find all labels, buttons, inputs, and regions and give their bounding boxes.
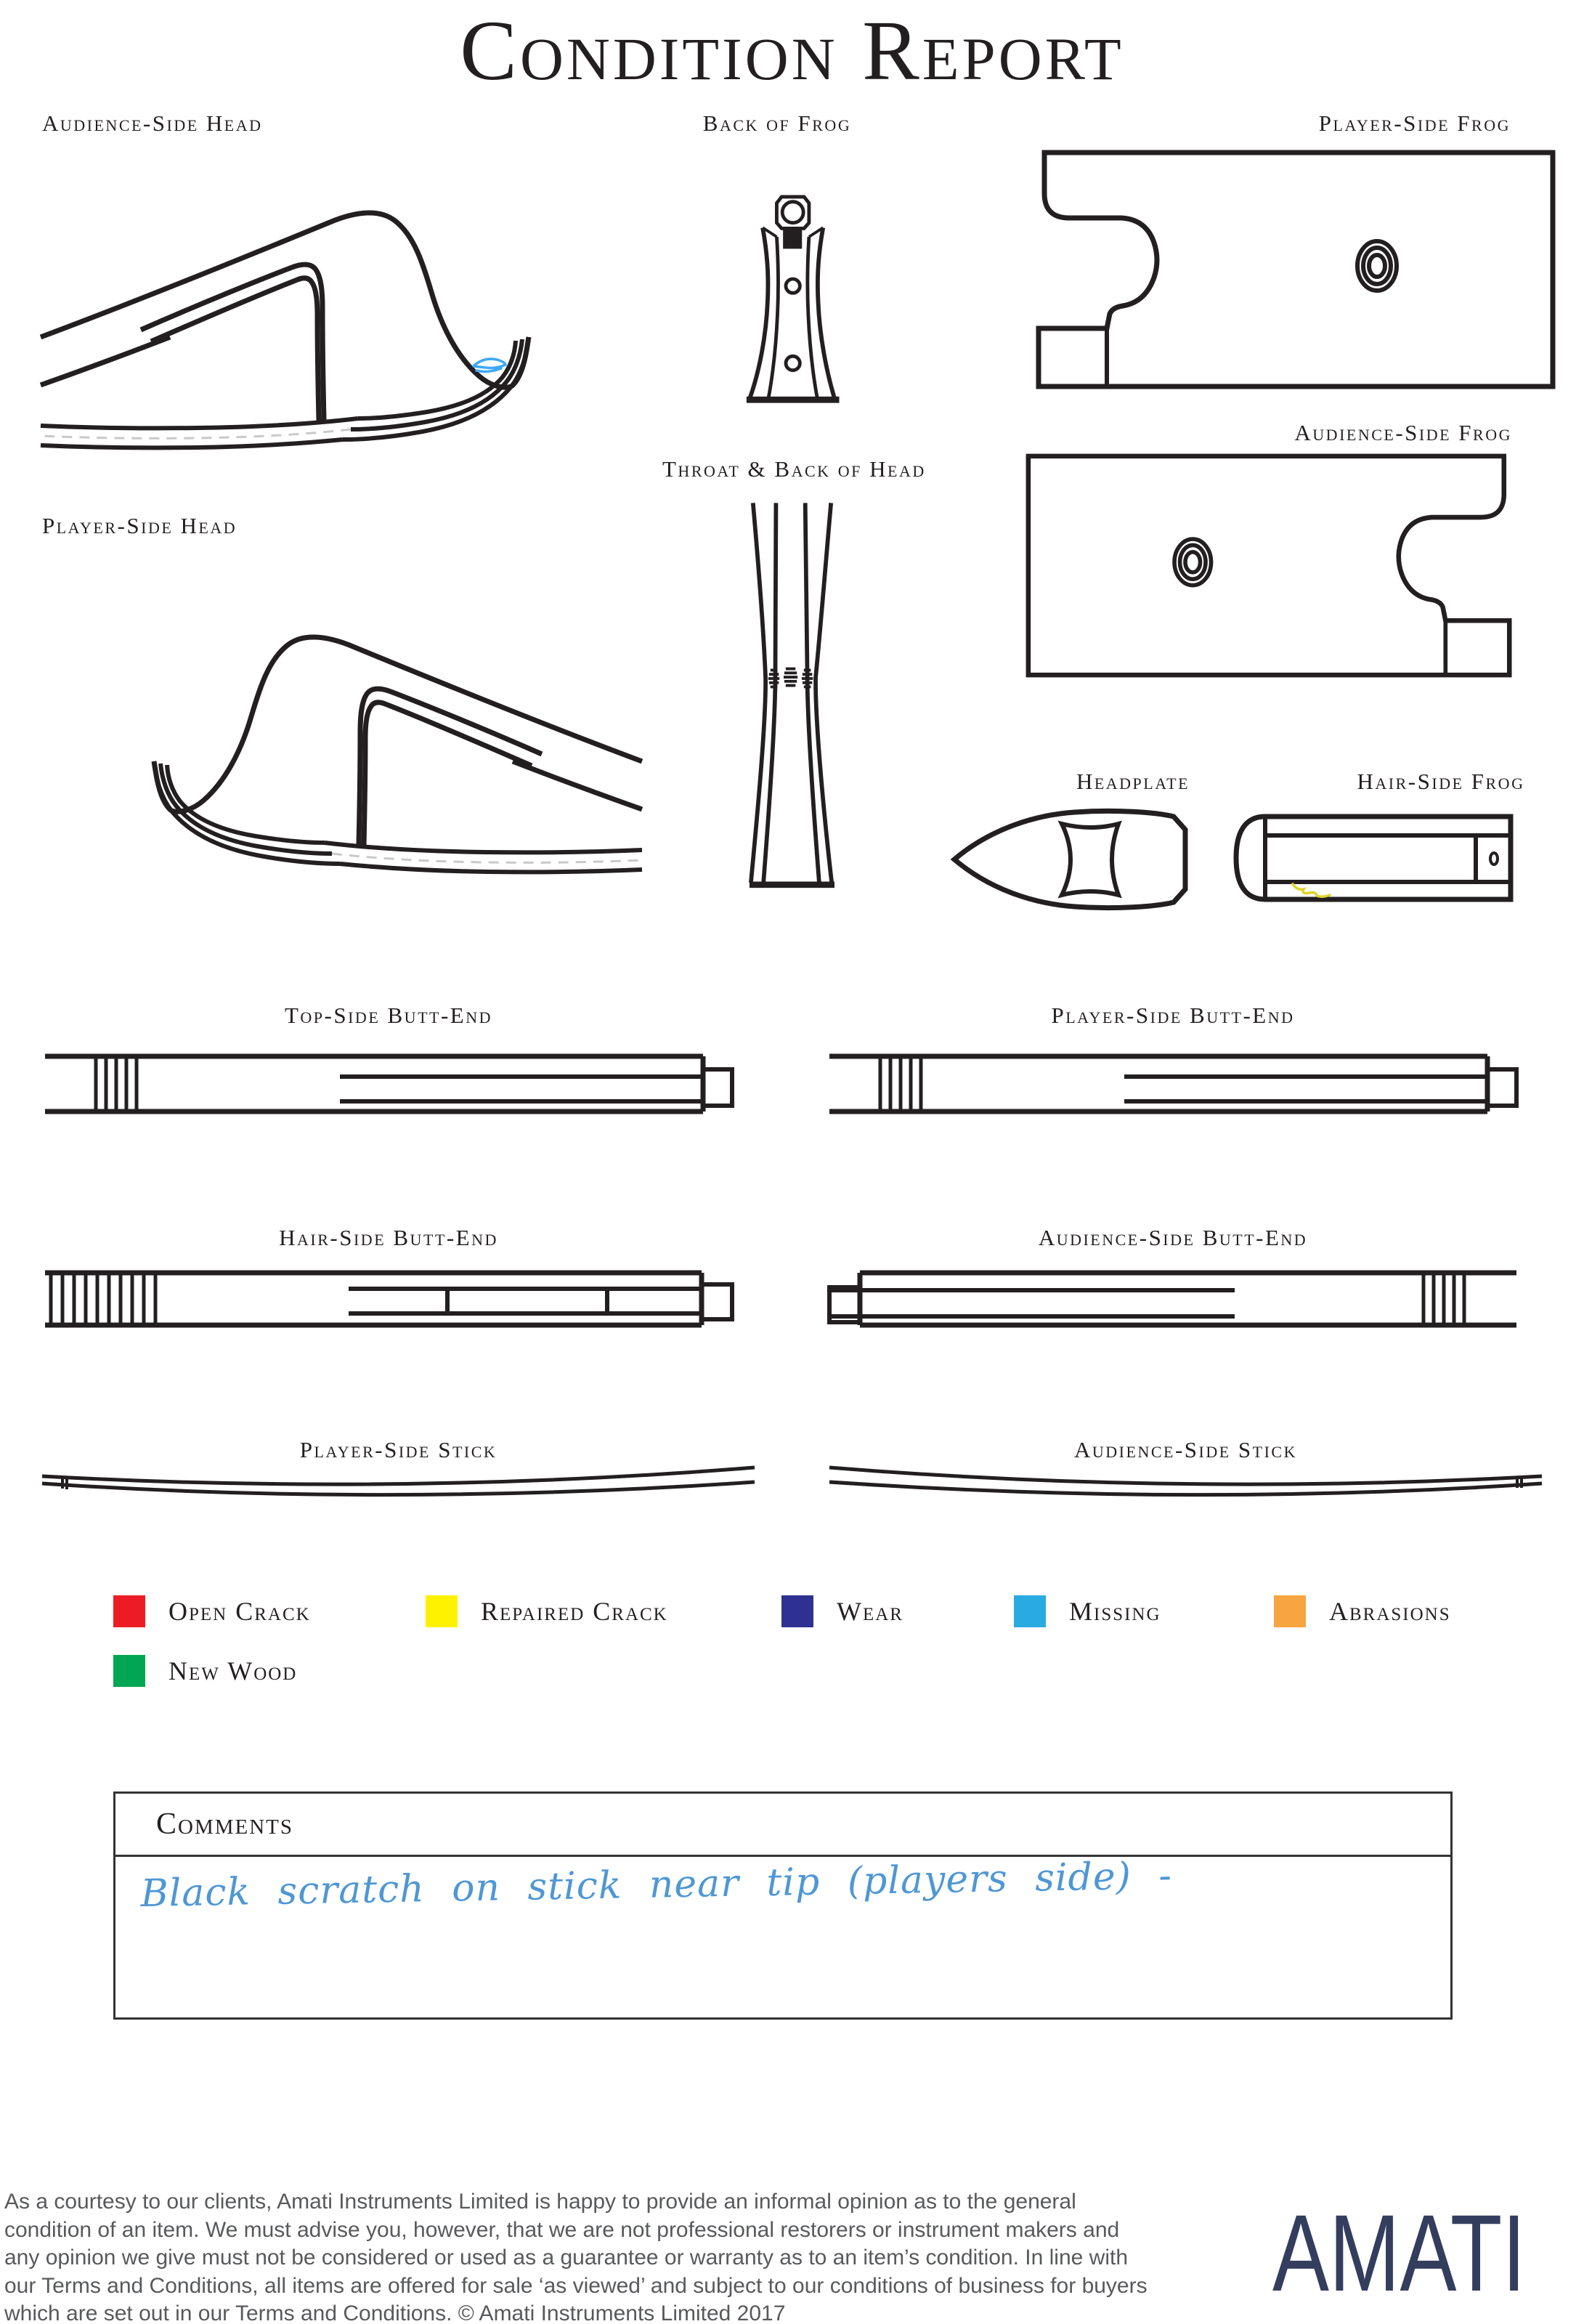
headplate-drawing bbox=[951, 806, 1191, 912]
legend-label: New Wood bbox=[168, 1656, 298, 1685]
figure-throat-back-of-head bbox=[750, 503, 834, 888]
label-audience-side-frog: Audience-Side Frog bbox=[1294, 420, 1512, 445]
label-hair-side-butt-end: Hair-Side Butt-End bbox=[279, 1225, 498, 1250]
repaired-crack-mark bbox=[1293, 884, 1330, 896]
label-audience-side-stick: Audience-Side Stick bbox=[1074, 1437, 1297, 1462]
comments-heading: Comments bbox=[115, 1794, 1450, 1857]
legend-item-repaired-crack bbox=[426, 1595, 668, 1627]
legend-label: Wear bbox=[837, 1597, 903, 1626]
legend-item-wear bbox=[781, 1595, 903, 1627]
figure-back-of-frog bbox=[726, 195, 846, 405]
missing-mark bbox=[474, 359, 505, 371]
new-wood-swatch bbox=[113, 1655, 145, 1687]
amati-logo: AMATI bbox=[1272, 2192, 1526, 2314]
label-throat-back-of-head: Throat & Back of Head bbox=[662, 456, 926, 482]
figure-player-side-frog bbox=[1036, 150, 1554, 389]
label-player-side-stick: Player-Side Stick bbox=[299, 1437, 497, 1462]
legend-label: Missing bbox=[1069, 1597, 1161, 1626]
hair-side-frog-drawing bbox=[1232, 814, 1515, 902]
player-side-head-drawing bbox=[44, 567, 642, 879]
figure-audience-side-head bbox=[41, 142, 639, 455]
audience-side-butt-end-drawing bbox=[828, 1268, 1518, 1329]
player-side-stick-drawing bbox=[41, 1465, 756, 1501]
legend-label: Abrasions bbox=[1329, 1597, 1451, 1626]
figure-hair-side-butt-end bbox=[44, 1268, 734, 1329]
legend-item-missing bbox=[1014, 1595, 1161, 1627]
figure-top-side-butt-end bbox=[44, 1050, 734, 1117]
hair-side-butt-end-drawing bbox=[44, 1268, 734, 1329]
figure-audience-side-butt-end bbox=[828, 1268, 1518, 1329]
figure-hair-side-frog bbox=[1232, 814, 1515, 902]
legend-item-new-wood bbox=[113, 1655, 297, 1687]
figure-audience-side-stick bbox=[828, 1465, 1543, 1501]
legend-item-open-crack bbox=[113, 1595, 311, 1627]
throat-back-of-head-drawing bbox=[750, 503, 834, 888]
figure-player-side-stick bbox=[41, 1465, 756, 1501]
label-headplate: Headplate bbox=[1076, 769, 1190, 794]
open-crack-swatch bbox=[113, 1595, 145, 1627]
label-audience-side-head: Audience-Side Head bbox=[42, 110, 263, 136]
figure-headplate bbox=[951, 806, 1191, 912]
figure-player-side-butt-end bbox=[828, 1050, 1518, 1117]
page-title: Condition Report bbox=[460, 3, 1124, 98]
player-side-butt-end-drawing bbox=[828, 1050, 1518, 1117]
audience-side-frog-drawing bbox=[1027, 453, 1512, 678]
abrasions-swatch bbox=[1274, 1595, 1306, 1627]
legend-item-abrasions bbox=[1274, 1595, 1451, 1627]
label-top-side-butt-end: Top-Side Butt-End bbox=[284, 1003, 492, 1028]
legend-label: Repaired Crack bbox=[481, 1597, 668, 1626]
handwritten-note: Black scratch on stick near tip (players side) - bbox=[140, 1854, 1173, 1916]
label-back-of-frog: Back of Frog bbox=[702, 110, 852, 136]
repaired-crack-swatch bbox=[426, 1595, 458, 1627]
label-audience-side-butt-end: Audience-Side Butt-End bbox=[1038, 1225, 1308, 1250]
figure-audience-side-frog bbox=[1027, 453, 1512, 678]
label-player-side-frog: Player-Side Frog bbox=[1318, 110, 1511, 136]
label-player-side-head: Player-Side Head bbox=[42, 513, 237, 538]
player-side-frog-drawing bbox=[1036, 150, 1554, 389]
missing-swatch bbox=[1014, 1595, 1046, 1627]
audience-side-head-drawing bbox=[41, 142, 639, 455]
label-player-side-butt-end: Player-Side Butt-End bbox=[1051, 1003, 1295, 1028]
wear-swatch bbox=[781, 1595, 813, 1627]
back-of-frog-drawing bbox=[726, 195, 846, 405]
disclaimer-text: As a courtesy to our clients, Amati Instruments Limited is happy to provide an informal opinion as to the general condition of an item. We must advise you, however, that we are not professional restorers or instrument makers and any opinion we give must not be considered or used as a guarantee or warranty as to an item’s condition. In line with our Terms and Conditions, all items are offered for sale ‘as viewed’ and subject to our conditions of business for buyers which are set out in our Terms and Conditions. © Amati Instruments Limited 2017 bbox=[4, 2190, 1148, 2324]
audience-side-stick-drawing bbox=[828, 1465, 1543, 1501]
figure-player-side-head bbox=[44, 567, 642, 879]
legend-label: Open Crack bbox=[168, 1597, 311, 1626]
comments-box bbox=[113, 1791, 1453, 2020]
top-side-butt-end-drawing bbox=[44, 1050, 734, 1117]
label-hair-side-frog: Hair-Side Frog bbox=[1357, 769, 1525, 794]
